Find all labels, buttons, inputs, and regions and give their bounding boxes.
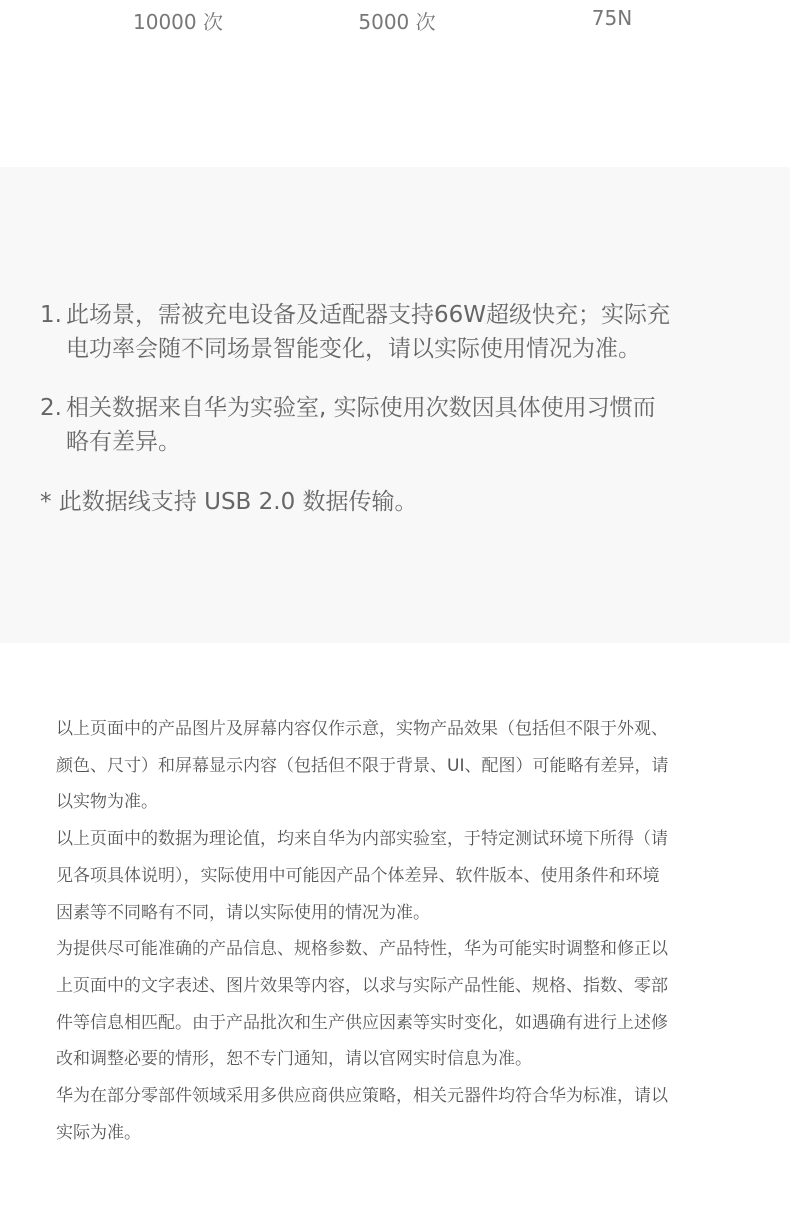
disclaimer-line: 以上页面中的产品图片及屏幕内容仅作示意，实物产品效果（包括但不限于外观、 [56,719,668,739]
disclaimer-line: 实际为准。 [56,1122,141,1143]
footnote-text: * 此数据线支持 USB 2.0 数据传输。 [40,489,418,515]
spec-value-force: 75N [591,6,633,30]
spec-value-durability-1: 10000 次 [133,10,223,34]
disclaimer-line: 件等信息相匹配。由于产品批次和生产供应因素等实时变化，如遇确有进行上述修 [56,1012,668,1033]
disclaimer-line: 颜色、尺寸）和屏幕显示内容（包括但不限于背景、UI、配图）可能略有差异，请 [56,755,669,776]
note-item [40,391,740,459]
disclaimer [56,711,746,1151]
specs-row [0,0,790,40]
disclaimer-line: 为提供尽可能准确的产品信息、规格参数、产品特性，华为可能实时调整和修正以 [56,939,668,960]
note-text-line: 相关数据来自华为实验室, 实际使用次数因具体使用习惯而 [66,395,656,421]
disclaimer-line: 因素等不同略有不同，请以实际使用的情况为准。 [56,902,430,923]
disclaimer-line: 以实物为准。 [56,792,158,813]
note-footnote [40,485,740,519]
note-item [40,298,740,366]
disclaimer-line: 上页面中的文字表述、图片效果等内容，以求与实际产品性能、规格、指数、零部 [56,975,668,996]
disclaimer-line: 改和调整必要的情形，恕不专门通知，请以官网实时信息为准。 [56,1049,532,1070]
disclaimer-line: 见各项具体说明），实际使用中可能因产品个体差异、软件版本、使用条件和环境 [56,865,660,886]
notes-panel [0,167,790,643]
note-text-line: 略有差异。 [66,429,181,455]
note-number: 2. [40,395,62,421]
note-text-line: 此场景，需被充电设备及适配器支持66W超级快充；实际充 [66,302,671,328]
disclaimer-line: 华为在部分零部件领域采用多供应商供应策略，相关元器件均符合华为标准，请以 [56,1086,668,1107]
note-text-line: 电功率会随不同场景智能变化，请以实际使用情况为准。 [66,336,641,362]
disclaimer-line: 以上页面中的数据为理论值，均来自华为内部实验室，于特定测试环境下所得（请 [56,829,668,850]
note-number: 1. [40,302,62,328]
spec-value-durability-2: 5000 次 [358,10,436,34]
